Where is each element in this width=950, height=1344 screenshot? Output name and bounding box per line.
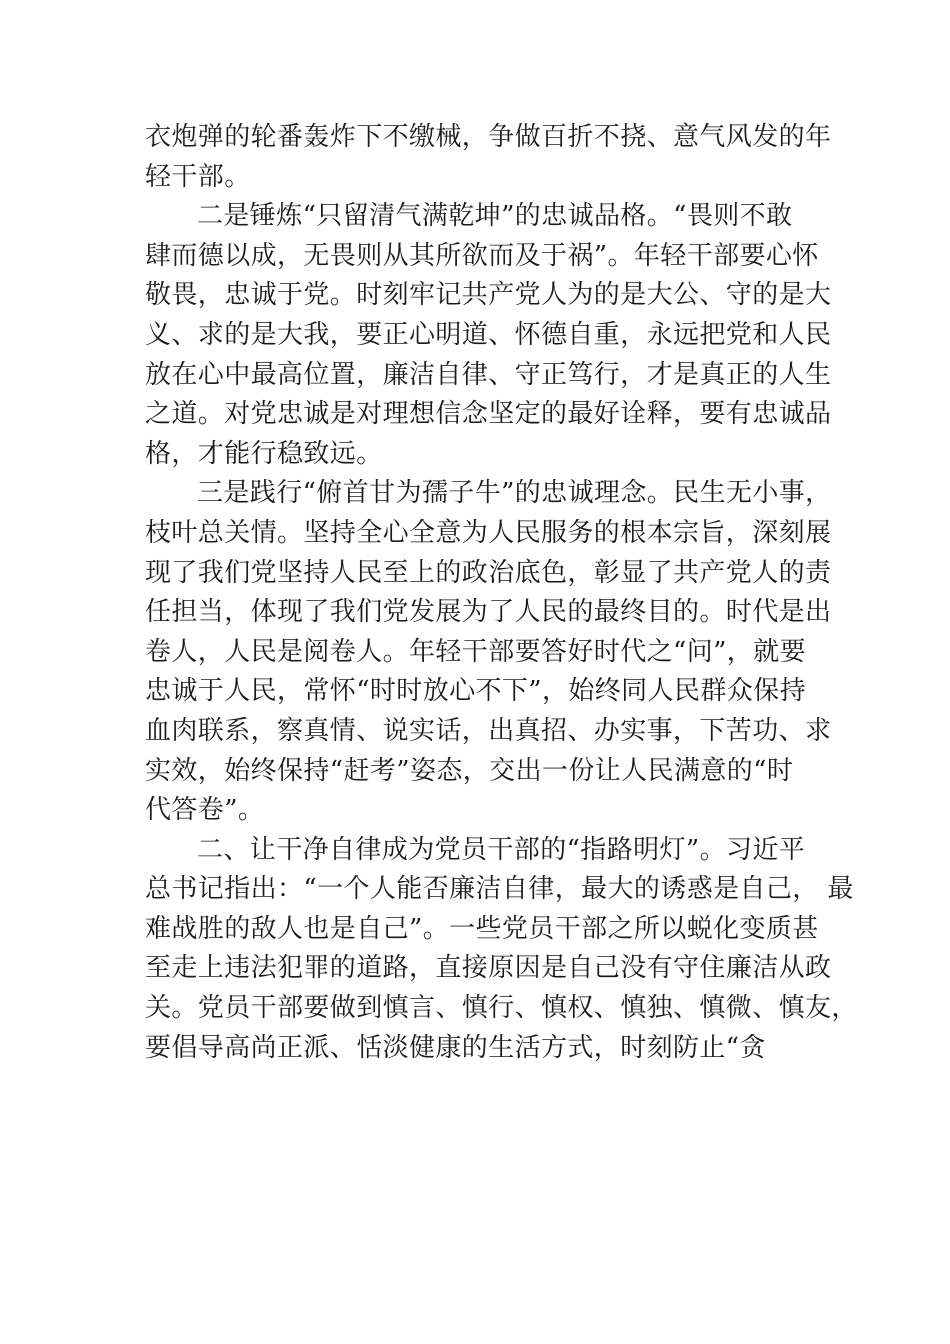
text-line: 敬畏，忠诚于党。时刻牢记共产党人为的是大公、守的是大: [145, 280, 832, 311]
text-line: 放在心中最高位置，廉洁自律、守正笃行，才是真正的人生: [145, 359, 832, 390]
text-line: 格，才能行稳致远。: [145, 438, 383, 469]
text-line: 轻干部。: [145, 161, 251, 192]
text-line: 至走上违法犯罪的道路，直接原因是自己没有守住廉洁从政: [145, 953, 832, 984]
text-line: 总书记指出：“一个人能否廉洁自律，最大的诱惑是自己， 最: [145, 874, 854, 905]
text-line: 衣炮弹的轮番轰炸下不缴械，争做百折不挠、意气风发的年: [145, 122, 832, 152]
text-line: 代答卷”。: [145, 795, 265, 826]
text-line: 枝叶总关情。坚持全心全意为人民服务的根本宗旨，深刻展: [145, 517, 832, 548]
text-line: 现了我们党坚持人民至上的政治底色，彰显了共产党人的责: [145, 557, 832, 588]
text-line: 义、求的是大我，要正心明道、怀德自重，永远把党和人民: [145, 319, 832, 350]
text-line: 血肉联系，察真情、说实话，出真招、办实事，下苦功、求: [145, 715, 832, 746]
text-line: 卷人，人民是阅卷人。年轻干部要答好时代之“问”，就要: [145, 636, 806, 667]
text-line: 要倡导高尚正派、恬淡健康的生活方式，时刻防止“贪: [145, 1032, 766, 1063]
text-line: 难战胜的敌人也是自己”。一些党员干部之所以蜕化变质甚: [145, 913, 819, 944]
text-line: 关。党员干部要做到慎言、慎行、慎权、慎独、慎微、慎友，: [145, 993, 858, 1024]
text-line: 忠诚于人民，常怀“时时放心不下”，始终同人民群众保持: [145, 676, 806, 707]
section-heading-line: 二、让干净自律成为党员干部的“指路明灯”。习近平: [197, 834, 806, 865]
text-line: 肆而德以成，无畏则从其所欲而及于祸”。年轻干部要心怀: [145, 240, 819, 271]
body-text: [145, 118, 858, 1068]
text-line: 之道。对党忠诚是对理想信念坚定的最好诠释，要有忠诚品: [145, 399, 832, 430]
text-line: 实效，始终保持“赶考”姿态，交出一份让人民满意的“时: [145, 755, 794, 786]
paragraph-start-line: 三是践行“俯首甘为孺子牛”的忠诚理念。民生无小事，: [197, 478, 832, 509]
text-line: 任担当，体现了我们党发展为了人民的最终目的。时代是出: [145, 597, 832, 628]
paragraph-start-line: 二是锤炼“只留清气满乾坤”的忠诚品格。“畏则不敢: [197, 201, 793, 232]
